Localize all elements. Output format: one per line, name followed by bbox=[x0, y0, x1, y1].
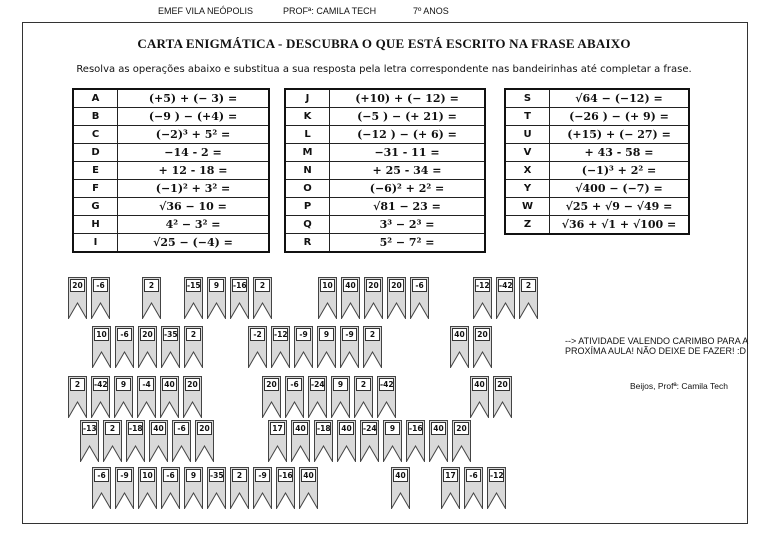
expression-cell: 4² − 3² = bbox=[118, 216, 270, 234]
expression-cell: −14 - 2 = bbox=[118, 144, 270, 162]
letter-cell: N bbox=[285, 162, 330, 180]
expression-cell: (−6)² + 2² = bbox=[330, 180, 486, 198]
operation-row bbox=[505, 108, 689, 126]
flag-number: 9 bbox=[116, 378, 131, 391]
operation-row bbox=[73, 126, 269, 144]
letter-cell: C bbox=[73, 126, 118, 144]
expression-cell: (−1)² + 3² = bbox=[118, 180, 270, 198]
flag-number: 2 bbox=[105, 422, 120, 435]
expression-cell: √25 − (−4) = bbox=[118, 234, 270, 253]
flag-number: -13 bbox=[83, 424, 97, 433]
flag-banner bbox=[230, 467, 249, 509]
expression-cell: + 12 - 18 = bbox=[118, 162, 270, 180]
flag-banner bbox=[473, 326, 492, 368]
flag-number: -4 bbox=[139, 378, 154, 391]
flag-number: 9 bbox=[385, 422, 400, 435]
letter-cell: K bbox=[285, 108, 330, 126]
expression-cell: (−2)³ + 5² = bbox=[118, 126, 270, 144]
flag-banner bbox=[383, 420, 402, 462]
flag-banner bbox=[253, 277, 272, 319]
flag-banner bbox=[429, 420, 448, 462]
flag-banner bbox=[496, 277, 515, 319]
flag-banner bbox=[450, 326, 469, 368]
flag-banner bbox=[360, 420, 379, 462]
letter-cell: S bbox=[505, 89, 550, 108]
expression-cell: (+15) + (− 27) = bbox=[550, 126, 690, 144]
flag-banner bbox=[248, 326, 267, 368]
flag-banner bbox=[253, 467, 272, 509]
operation-row bbox=[285, 126, 485, 144]
flag-number: -16 bbox=[233, 281, 247, 290]
flag-number: 20 bbox=[70, 279, 85, 292]
letter-cell: Z bbox=[505, 216, 550, 235]
operation-row bbox=[73, 216, 269, 234]
flag-banner bbox=[161, 467, 180, 509]
flag-banner bbox=[160, 376, 179, 418]
letter-cell: Y bbox=[505, 180, 550, 198]
letter-cell: M bbox=[285, 144, 330, 162]
flag-number: -6 bbox=[94, 469, 109, 482]
flag-number: 2 bbox=[365, 328, 380, 341]
flag-number: -6 bbox=[174, 422, 189, 435]
flag-number: 9 bbox=[209, 279, 224, 292]
flag-number: 20 bbox=[264, 378, 279, 391]
flag-number: -42 bbox=[380, 380, 394, 389]
flag-number: 20 bbox=[140, 328, 155, 341]
letter-cell: E bbox=[73, 162, 118, 180]
flag-banner bbox=[161, 326, 180, 368]
flag-banner bbox=[68, 376, 87, 418]
flag-banner bbox=[115, 467, 134, 509]
flag-banner bbox=[314, 420, 333, 462]
flag-number: -18 bbox=[317, 424, 331, 433]
flag-number: -42 bbox=[499, 281, 513, 290]
flag-number: 9 bbox=[333, 378, 348, 391]
flag-number: 2 bbox=[255, 279, 270, 292]
flag-banner bbox=[464, 467, 483, 509]
flag-number: 10 bbox=[140, 469, 155, 482]
activity-note: --> ATIVIDADE VALENDO CARIMBO PARA A PROXÍMA AULA! NÃO DEIXE DE FAZER! :D bbox=[565, 336, 748, 356]
operation-row bbox=[285, 180, 485, 198]
flag-number: -18 bbox=[129, 424, 143, 433]
expression-cell: (+5) + (− 3) = bbox=[118, 89, 270, 108]
flag-banner bbox=[172, 420, 191, 462]
operation-row bbox=[73, 234, 269, 253]
flag-banner bbox=[354, 376, 373, 418]
flag-banner bbox=[410, 277, 429, 319]
instructions: Resolva as operações abaixo e substitua a sua resposta pela letra correspondente nas bandeirinhas até completar a frase. bbox=[76, 64, 692, 75]
flag-number: -24 bbox=[363, 424, 377, 433]
expression-cell: √400 − (−7) = bbox=[550, 180, 690, 198]
flag-number: -15 bbox=[187, 281, 201, 290]
operation-row bbox=[73, 144, 269, 162]
operation-row bbox=[73, 89, 269, 108]
flag-number: 17 bbox=[443, 469, 458, 482]
flag-banner bbox=[364, 277, 383, 319]
flag-number: -24 bbox=[311, 380, 325, 389]
flag-banner bbox=[493, 376, 512, 418]
flag-number: 9 bbox=[319, 328, 334, 341]
flag-banner bbox=[291, 420, 310, 462]
flag-number: -6 bbox=[466, 469, 481, 482]
flag-banner bbox=[363, 326, 382, 368]
operation-row bbox=[505, 126, 689, 144]
operations-table-2 bbox=[284, 88, 486, 253]
flag-banner bbox=[391, 467, 410, 509]
flag-banner bbox=[230, 277, 249, 319]
teacher-name: PROFª: CAMILA TECH bbox=[283, 6, 377, 16]
operation-row bbox=[285, 144, 485, 162]
flag-number: -9 bbox=[255, 469, 270, 482]
expression-cell: √25 + √9 − √49 = bbox=[550, 198, 690, 216]
flag-banner bbox=[308, 376, 327, 418]
flag-banner bbox=[340, 326, 359, 368]
flag-number: 10 bbox=[320, 279, 335, 292]
flag-banner bbox=[470, 376, 489, 418]
flag-number: -9 bbox=[296, 328, 311, 341]
flag-number: -6 bbox=[163, 469, 178, 482]
flag-number: -6 bbox=[117, 328, 132, 341]
operations-table-1 bbox=[72, 88, 270, 253]
flag-banner bbox=[262, 376, 281, 418]
flag-banner bbox=[91, 277, 110, 319]
flag-number: 2 bbox=[70, 378, 85, 391]
flag-banner bbox=[149, 420, 168, 462]
flag-number: -42 bbox=[94, 380, 108, 389]
expression-cell: √36 + √1 + √100 = bbox=[550, 216, 690, 235]
expression-cell: (−26 ) − (+ 9) = bbox=[550, 108, 690, 126]
operation-row bbox=[73, 162, 269, 180]
flag-number: 20 bbox=[197, 422, 212, 435]
flag-banner bbox=[103, 420, 122, 462]
letter-cell: U bbox=[505, 126, 550, 144]
flag-banner bbox=[92, 326, 111, 368]
expression-cell: √81 − 23 = bbox=[330, 198, 486, 216]
flag-number: -9 bbox=[342, 328, 357, 341]
expression-cell: (−12 ) − (+ 6) = bbox=[330, 126, 486, 144]
flag-number: 2 bbox=[144, 279, 159, 292]
flag-number: -16 bbox=[409, 424, 423, 433]
operations-table-3 bbox=[504, 88, 690, 235]
expression-cell: (−5 ) − (+ 21) = bbox=[330, 108, 486, 126]
flag-number: 2 bbox=[521, 279, 536, 292]
operation-row bbox=[285, 162, 485, 180]
flag-number: 10 bbox=[94, 328, 109, 341]
flag-number: 20 bbox=[475, 328, 490, 341]
flag-banner bbox=[207, 277, 226, 319]
flag-banner bbox=[406, 420, 425, 462]
operation-row bbox=[73, 108, 269, 126]
flag-banner bbox=[207, 467, 226, 509]
letter-cell: J bbox=[285, 89, 330, 108]
flag-banner bbox=[452, 420, 471, 462]
flag-banner bbox=[126, 420, 145, 462]
expression-cell: −31 - 11 = bbox=[330, 144, 486, 162]
operation-row bbox=[505, 180, 689, 198]
flag-banner bbox=[387, 277, 406, 319]
letter-cell: X bbox=[505, 162, 550, 180]
flag-number: 40 bbox=[452, 328, 467, 341]
flag-banner bbox=[91, 376, 110, 418]
letter-cell: L bbox=[285, 126, 330, 144]
flag-number: 20 bbox=[389, 279, 404, 292]
expression-cell: 5² − 7² = bbox=[330, 234, 486, 253]
letter-cell: I bbox=[73, 234, 118, 253]
letter-cell: V bbox=[505, 144, 550, 162]
flag-number: -12 bbox=[490, 471, 504, 480]
flag-number: -6 bbox=[287, 378, 302, 391]
letter-cell: P bbox=[285, 198, 330, 216]
flag-banner bbox=[331, 376, 350, 418]
flag-banner bbox=[138, 467, 157, 509]
letter-cell: D bbox=[73, 144, 118, 162]
flag-banner bbox=[115, 326, 134, 368]
expression-cell: + 25 - 34 = bbox=[330, 162, 486, 180]
flag-banner bbox=[318, 277, 337, 319]
flag-banner bbox=[195, 420, 214, 462]
flag-banner bbox=[473, 277, 492, 319]
letter-cell: H bbox=[73, 216, 118, 234]
operation-row bbox=[505, 89, 689, 108]
flag-number: -16 bbox=[279, 471, 293, 480]
flag-banner bbox=[317, 326, 336, 368]
expression-cell: √36 − 10 = bbox=[118, 198, 270, 216]
operation-row bbox=[505, 144, 689, 162]
flag-banner bbox=[441, 467, 460, 509]
flag-number: 17 bbox=[270, 422, 285, 435]
flag-banner bbox=[80, 420, 99, 462]
flag-banner bbox=[92, 467, 111, 509]
flag-number: 20 bbox=[454, 422, 469, 435]
flag-banner bbox=[341, 277, 360, 319]
flag-number: 2 bbox=[356, 378, 371, 391]
flag-banner bbox=[68, 277, 87, 319]
flag-banner bbox=[487, 467, 506, 509]
expression-cell: (−9 ) − (+4) = bbox=[118, 108, 270, 126]
letter-cell: T bbox=[505, 108, 550, 126]
flag-banner bbox=[294, 326, 313, 368]
flag-number: 20 bbox=[495, 378, 510, 391]
letter-cell: W bbox=[505, 198, 550, 216]
flag-banner bbox=[183, 376, 202, 418]
letter-cell: B bbox=[73, 108, 118, 126]
flag-number: 2 bbox=[232, 469, 247, 482]
signoff: Beijos, Profª: Camila Tech bbox=[630, 381, 728, 391]
flag-banner bbox=[184, 326, 203, 368]
operation-row bbox=[505, 198, 689, 216]
flag-banner bbox=[184, 467, 203, 509]
operation-row bbox=[285, 89, 485, 108]
flag-banner bbox=[138, 326, 157, 368]
flag-number: 40 bbox=[151, 422, 166, 435]
flag-banner bbox=[519, 277, 538, 319]
flag-number: 40 bbox=[431, 422, 446, 435]
expression-cell: (−1)³ + 2² = bbox=[550, 162, 690, 180]
operation-row bbox=[505, 162, 689, 180]
flag-number: -2 bbox=[250, 328, 265, 341]
operation-row bbox=[505, 216, 689, 235]
flag-banner bbox=[268, 420, 287, 462]
letter-cell: A bbox=[73, 89, 118, 108]
flag-number: -35 bbox=[210, 471, 224, 480]
letter-cell: O bbox=[285, 180, 330, 198]
flag-number: 20 bbox=[366, 279, 381, 292]
letter-cell: F bbox=[73, 180, 118, 198]
flag-number: -9 bbox=[117, 469, 132, 482]
flag-number: -6 bbox=[93, 279, 108, 292]
flag-number: 9 bbox=[186, 469, 201, 482]
flag-number: 40 bbox=[343, 279, 358, 292]
flag-banner bbox=[299, 467, 318, 509]
operation-row bbox=[285, 216, 485, 234]
page-title: CARTA ENIGMÁTICA - DESCUBRA O QUE ESTÁ ESCRITO NA FRASE ABAIXO bbox=[137, 36, 631, 51]
flag-number: -6 bbox=[412, 279, 427, 292]
flag-number: -12 bbox=[476, 281, 490, 290]
operation-row bbox=[73, 180, 269, 198]
flag-banner bbox=[276, 467, 295, 509]
expression-cell: (+10) + (− 12) = bbox=[330, 89, 486, 108]
flag-banner bbox=[337, 420, 356, 462]
operation-row bbox=[285, 198, 485, 216]
flag-banner bbox=[184, 277, 203, 319]
letter-cell: Q bbox=[285, 216, 330, 234]
flag-number: 40 bbox=[162, 378, 177, 391]
flag-banner bbox=[137, 376, 156, 418]
flag-number: -12 bbox=[274, 330, 288, 339]
flag-number: 40 bbox=[472, 378, 487, 391]
flag-number: 40 bbox=[293, 422, 308, 435]
letter-cell: G bbox=[73, 198, 118, 216]
letter-cell: R bbox=[285, 234, 330, 253]
flag-number: 20 bbox=[185, 378, 200, 391]
flag-banner bbox=[114, 376, 133, 418]
expression-cell: + 43 - 58 = bbox=[550, 144, 690, 162]
operation-row bbox=[285, 108, 485, 126]
school-name: EMEF VILA NEÓPOLIS bbox=[158, 6, 254, 16]
operation-row bbox=[73, 198, 269, 216]
flag-number: 40 bbox=[393, 469, 408, 482]
flag-banner bbox=[285, 376, 304, 418]
flag-banner bbox=[271, 326, 290, 368]
flag-number: -35 bbox=[164, 330, 178, 339]
grade-label: 7º ANOS bbox=[413, 6, 449, 16]
flag-number: 40 bbox=[339, 422, 354, 435]
flag-banner bbox=[377, 376, 396, 418]
expression-cell: 3³ − 2³ = bbox=[330, 216, 486, 234]
flag-number: 2 bbox=[186, 328, 201, 341]
flag-number: 40 bbox=[301, 469, 316, 482]
expression-cell: √64 − (−12) = bbox=[550, 89, 690, 108]
operation-row bbox=[285, 234, 485, 253]
flag-banner bbox=[142, 277, 161, 319]
